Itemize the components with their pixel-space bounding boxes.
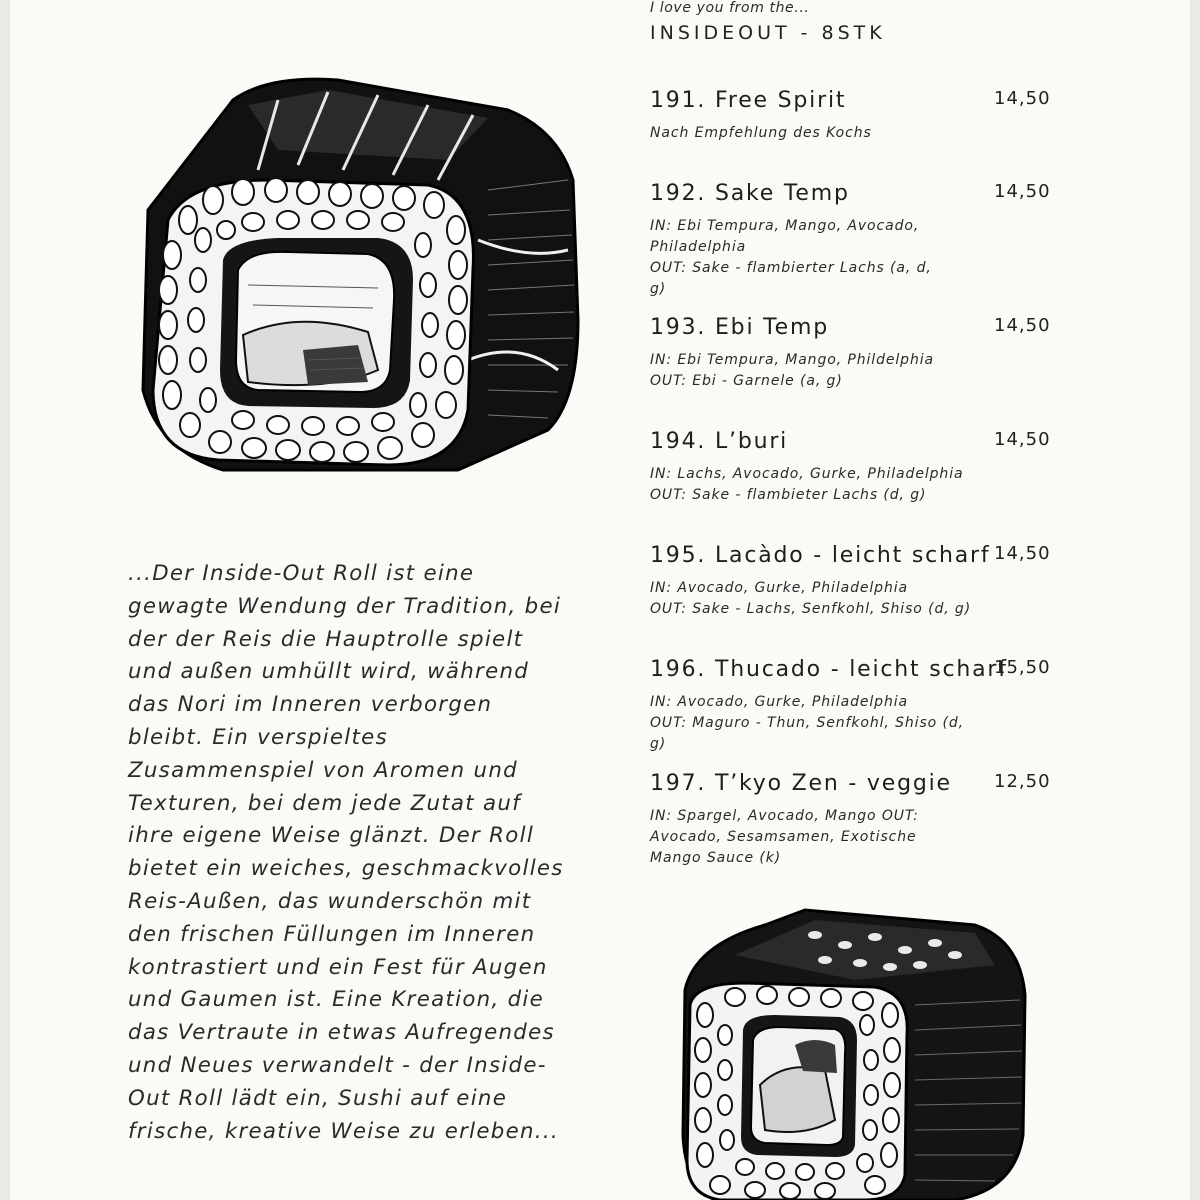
item-price: 14,50 (994, 315, 1051, 336)
item-price: 14,50 (994, 88, 1051, 109)
item-name: 197. T’kyo Zen - veggie (650, 771, 952, 796)
menu-item (650, 315, 1050, 392)
item-price: 15,50 (994, 657, 1051, 678)
menu-page (10, 0, 1190, 1200)
item-price: 14,50 (994, 429, 1051, 450)
inside-out-story: ...Der Inside-Out Roll ist eine gewagte Wendung der Tradition, bei der der Reis die Hauptrolle spielt und außen umhüllt wird, während das Nori im Inneren verborgen bleibt. Ein verspieltes Zusammenspiel von Aromen und Texturen, bei dem jede Zutat auf ihre eigene Weise glänzt. Der Roll bietet ein weiches, geschmackvolles Reis-Außen, das wunderschön mit den frischen Füllungen im Inneren kontrastiert und ein Fest für Augen und Gaumen ist. Eine Kreation, die das Vertraute in etwas Aufregendes und Neues verwandelt - der Inside-Out Roll lädt ein, Sushi auf eine frische, kreative Weise zu erleben... (128, 561, 564, 1144)
item-description: IN: Spargel, Avocado, Mango OUT: Avocado, Sesamsamen, Exotische Mango Sauce (k) (650, 808, 919, 866)
item-name: 193. Ebi Temp (650, 315, 829, 340)
menu-item (650, 429, 1050, 506)
item-description: IN: Lachs, Avocado, Gurke, Philadelphia OUT: Sake - flambieter Lachs (d, g) (650, 466, 964, 503)
menu-item (650, 657, 1050, 755)
item-description: IN: Ebi Tempura, Mango, Phildelphia OUT: Ebi - Garnele (a, g) (650, 352, 935, 389)
item-description: Nach Empfehlung des Kochs (650, 125, 872, 141)
menu-item (650, 771, 1050, 869)
section-title: INSIDEOUT - 8STK (650, 22, 886, 44)
item-name: 191. Free Spirit (650, 88, 847, 113)
menu-item (650, 181, 1050, 300)
item-description: IN: Ebi Tempura, Mango, Avocado, Philadelphia OUT: Sake - flambierter Lachs (a, d, g) (650, 218, 932, 297)
item-description: IN: Avocado, Gurke, Philadelphia OUT: Maguro - Thun, Senfkohl, Shiso (d, g) (650, 694, 964, 752)
item-name: 194. L’buri (650, 429, 789, 454)
item-description: IN: Avocado, Gurke, Philadelphia OUT: Sake - Lachs, Senfkohl, Shiso (d, g) (650, 580, 972, 617)
item-name: 196. Thucado - leicht scharf (650, 657, 1008, 682)
item-name: 195. Lacàdo - leicht scharf (650, 543, 991, 568)
item-price: 12,50 (994, 771, 1051, 792)
sushi-roll-illustration (675, 905, 1035, 1200)
item-price: 14,50 (994, 543, 1051, 564)
menu-item (650, 88, 1050, 144)
intro-text: I love you from the... (650, 0, 810, 16)
item-price: 14,50 (994, 181, 1051, 202)
item-name: 192. Sake Temp (650, 181, 850, 206)
sushi-roll-illustration (128, 70, 588, 480)
menu-item (650, 543, 1050, 620)
